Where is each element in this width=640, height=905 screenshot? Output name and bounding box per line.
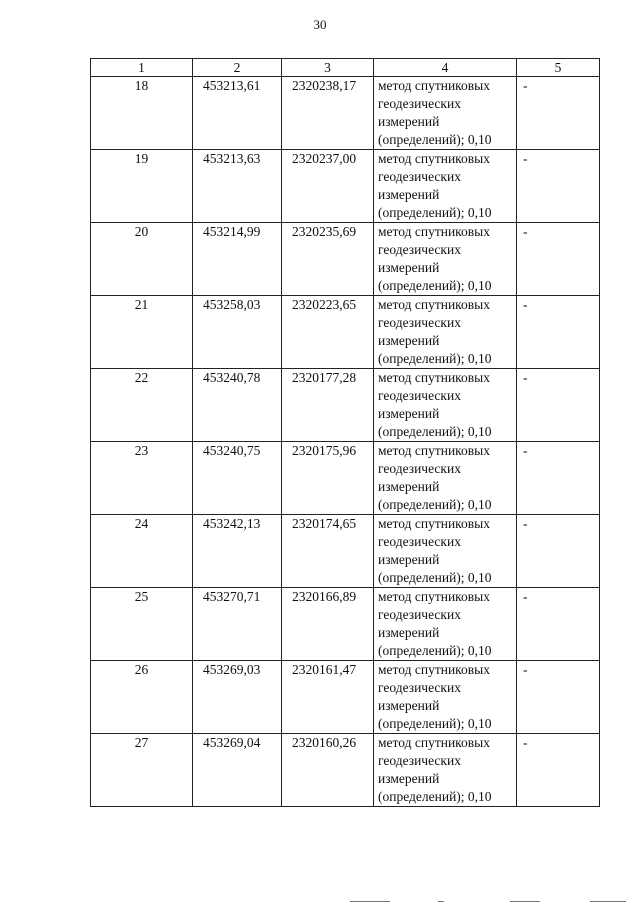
method-line: геодезических: [378, 753, 461, 768]
y-coordinate-cell: 2320161,47: [282, 661, 374, 734]
method-cell: [374, 223, 517, 296]
method-line: измерений: [378, 698, 440, 713]
y-coordinate-cell: 2320235,69: [282, 223, 374, 296]
method-line: метод спутниковых: [378, 516, 490, 531]
x-coordinate-cell: 453258,03: [193, 296, 282, 369]
note-cell: -: [517, 734, 600, 807]
method-line: измерений: [378, 187, 440, 202]
method-line: метод спутниковых: [378, 662, 490, 677]
table-row: [91, 734, 600, 807]
method-line: измерений: [378, 552, 440, 567]
footer-marks: [350, 898, 640, 904]
method-line: геодезических: [378, 461, 461, 476]
y-coordinate-cell: 2320160,26: [282, 734, 374, 807]
table-row: [91, 369, 600, 442]
x-coordinate-cell: 453240,75: [193, 442, 282, 515]
method-line: метод спутниковых: [378, 297, 490, 312]
note-cell: -: [517, 77, 600, 150]
method-line: геодезических: [378, 607, 461, 622]
method-line: метод спутниковых: [378, 589, 490, 604]
method-line: измерений: [378, 771, 440, 786]
y-coordinate-cell: 2320223,65: [282, 296, 374, 369]
y-coordinate-cell: 2320237,00: [282, 150, 374, 223]
table-row: [91, 77, 600, 150]
point-number-cell: 23: [91, 442, 193, 515]
table-row: [91, 661, 600, 734]
method-line: геодезических: [378, 315, 461, 330]
note-cell: -: [517, 369, 600, 442]
x-coordinate-cell: 453214,99: [193, 223, 282, 296]
y-coordinate-cell: 2320166,89: [282, 588, 374, 661]
x-coordinate-cell: 453240,78: [193, 369, 282, 442]
header-row: [91, 59, 600, 77]
table-row: [91, 150, 600, 223]
method-line: (определений); 0,10: [378, 570, 492, 585]
method-line: измерений: [378, 260, 440, 275]
column-header-4: 4: [374, 59, 517, 77]
table-row: [91, 515, 600, 588]
method-line: (определений); 0,10: [378, 278, 492, 293]
note-cell: -: [517, 588, 600, 661]
method-cell: [374, 150, 517, 223]
method-line: метод спутниковых: [378, 224, 490, 239]
note-cell: -: [517, 442, 600, 515]
table-row: [91, 588, 600, 661]
note-cell: -: [517, 515, 600, 588]
column-header-1: 1: [91, 59, 193, 77]
x-coordinate-cell: 453242,13: [193, 515, 282, 588]
method-line: геодезических: [378, 534, 461, 549]
method-cell: [374, 77, 517, 150]
method-line: (определений); 0,10: [378, 789, 492, 804]
method-line: измерений: [378, 333, 440, 348]
point-number-cell: 21: [91, 296, 193, 369]
table-row: [91, 442, 600, 515]
table-body: [91, 77, 600, 807]
method-cell: [374, 442, 517, 515]
point-number-cell: 22: [91, 369, 193, 442]
method-line: метод спутниковых: [378, 370, 490, 385]
method-line: измерений: [378, 625, 440, 640]
method-line: геодезических: [378, 242, 461, 257]
method-line: измерений: [378, 406, 440, 421]
method-line: (определений); 0,10: [378, 424, 492, 439]
y-coordinate-cell: 2320174,65: [282, 515, 374, 588]
note-cell: -: [517, 296, 600, 369]
point-number-cell: 19: [91, 150, 193, 223]
x-coordinate-cell: 453269,04: [193, 734, 282, 807]
method-line: метод спутниковых: [378, 78, 490, 93]
method-cell: [374, 515, 517, 588]
note-cell: -: [517, 150, 600, 223]
column-header-2: 2: [193, 59, 282, 77]
point-number-cell: 26: [91, 661, 193, 734]
note-cell: -: [517, 661, 600, 734]
method-cell: [374, 588, 517, 661]
method-line: (определений); 0,10: [378, 497, 492, 512]
method-line: (определений); 0,10: [378, 643, 492, 658]
method-cell: [374, 296, 517, 369]
method-line: измерений: [378, 479, 440, 494]
method-line: геодезических: [378, 96, 461, 111]
table-row: [91, 296, 600, 369]
table-row: [91, 223, 600, 296]
x-coordinate-cell: 453213,61: [193, 77, 282, 150]
column-header-5: 5: [517, 59, 600, 77]
y-coordinate-cell: 2320175,96: [282, 442, 374, 515]
method-line: (определений); 0,10: [378, 205, 492, 220]
method-line: метод спутниковых: [378, 151, 490, 166]
method-line: (определений); 0,10: [378, 716, 492, 731]
method-line: (определений); 0,10: [378, 132, 492, 147]
method-line: метод спутниковых: [378, 735, 490, 750]
method-cell: [374, 661, 517, 734]
x-coordinate-cell: 453213,63: [193, 150, 282, 223]
page-number: 30: [313, 17, 327, 32]
column-header-3: 3: [282, 59, 374, 77]
point-number-cell: 25: [91, 588, 193, 661]
point-number-cell: 18: [91, 77, 193, 150]
note-cell: -: [517, 223, 600, 296]
x-coordinate-cell: 453269,03: [193, 661, 282, 734]
method-line: геодезических: [378, 388, 461, 403]
method-line: геодезических: [378, 680, 461, 695]
point-number-cell: 20: [91, 223, 193, 296]
y-coordinate-cell: 2320238,17: [282, 77, 374, 150]
method-cell: [374, 369, 517, 442]
point-number-cell: 24: [91, 515, 193, 588]
method-cell: [374, 734, 517, 807]
method-line: (определений); 0,10: [378, 351, 492, 366]
method-line: геодезических: [378, 169, 461, 184]
coordinates-table: [90, 58, 600, 807]
table-header: [91, 59, 600, 77]
point-number-cell: 27: [91, 734, 193, 807]
method-line: измерений: [378, 114, 440, 129]
y-coordinate-cell: 2320177,28: [282, 369, 374, 442]
method-line: метод спутниковых: [378, 443, 490, 458]
x-coordinate-cell: 453270,71: [193, 588, 282, 661]
